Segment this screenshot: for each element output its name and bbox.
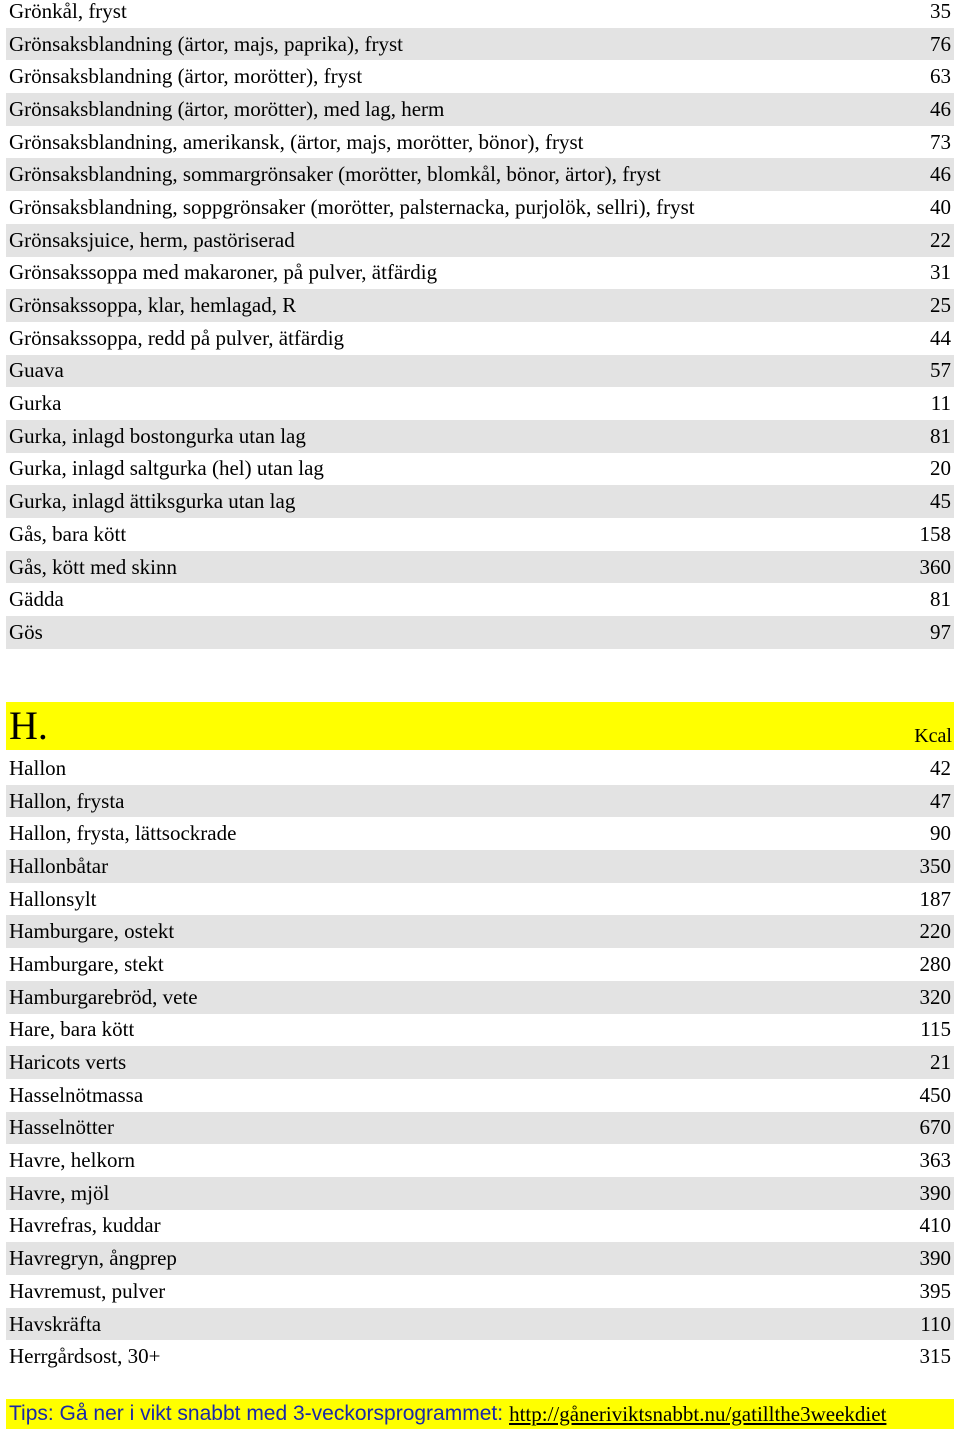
- kcal-value: 320: [919, 984, 951, 1009]
- section-letter: H.: [9, 703, 48, 748]
- food-name: Havre, helkorn: [9, 1148, 135, 1173]
- food-name: Gurka, inlagd ättiksgurka utan lag: [9, 489, 296, 514]
- table-row: [6, 257, 954, 290]
- kcal-value: 390: [919, 1180, 951, 1205]
- food-name: Havrefras, kuddar: [9, 1213, 161, 1238]
- food-name: Gås, bara kött: [9, 521, 127, 546]
- food-name: Gädda: [9, 587, 64, 612]
- food-name: Havregryn, ångprep: [9, 1246, 177, 1271]
- kcal-value: 44: [930, 325, 951, 350]
- table-row: [6, 1242, 954, 1275]
- kcal-value: 315: [919, 1344, 951, 1369]
- table-row: [6, 785, 954, 818]
- kcal-value: 73: [930, 129, 951, 154]
- kcal-value: 360: [919, 554, 951, 579]
- kcal-value: 81: [930, 587, 951, 612]
- table-row: [6, 289, 954, 322]
- table-row: [6, 191, 954, 224]
- food-name: Hallonsylt: [9, 886, 97, 911]
- table-row: [6, 850, 954, 883]
- kcal-value: 363: [919, 1148, 951, 1173]
- food-name: Grönsaksblandning (ärtor, morötter), med lag, herm: [9, 96, 445, 121]
- food-name: Hasselnötmassa: [9, 1082, 144, 1107]
- calorie-table-h: [6, 752, 954, 1373]
- kcal-value: 57: [930, 358, 951, 383]
- food-name: Hamburgare, ostekt: [9, 919, 175, 944]
- food-name: Guava: [9, 358, 64, 383]
- food-name: Herrgårdsost, 30+: [9, 1344, 161, 1369]
- kcal-value: 670: [919, 1115, 951, 1140]
- table-row: [6, 1014, 954, 1047]
- food-name: Gös: [9, 619, 43, 644]
- kcal-value: 45: [930, 489, 951, 514]
- kcal-value: 97: [930, 619, 951, 644]
- table-row: [6, 1340, 954, 1373]
- table-row: [6, 583, 954, 616]
- kcal-value: 81: [930, 423, 951, 448]
- kcal-value: 11: [930, 391, 951, 416]
- kcal-value: 90: [930, 821, 951, 846]
- food-name: Hallonbåtar: [9, 853, 109, 878]
- kcal-value: 31: [930, 260, 951, 285]
- table-row: [6, 1275, 954, 1308]
- kcal-value: 450: [919, 1082, 951, 1107]
- table-row: [6, 355, 954, 388]
- table-row: [6, 1210, 954, 1243]
- table-row: [6, 420, 954, 453]
- kcal-value: 20: [930, 456, 951, 481]
- table-row: [6, 948, 954, 981]
- table-row: [6, 453, 954, 486]
- section-header-h: [6, 702, 954, 750]
- table-row: [6, 915, 954, 948]
- food-name: Grönsakssoppa med makaroner, på pulver, ätfärdig: [9, 260, 438, 285]
- food-name: Hare, bara kött: [9, 1017, 135, 1042]
- food-name: Havre, mjöl: [9, 1180, 110, 1205]
- food-name: Gurka, inlagd saltgurka (hel) utan lag: [9, 456, 324, 481]
- kcal-value: 410: [919, 1213, 951, 1238]
- tips-link[interactable]: http://gåneriviktsnabbt.nu/gatillthe3weekdiet: [509, 1401, 887, 1426]
- food-name: Grönsaksblandning (ärtor, majs, paprika), fryst: [9, 31, 403, 56]
- table-row: [6, 1308, 954, 1341]
- kcal-value: 350: [919, 853, 951, 878]
- food-name: Grönsakssoppa, redd på pulver, ätfärdig: [9, 325, 345, 350]
- food-name: Grönsaksjuice, herm, pastöriserad: [9, 227, 295, 252]
- kcal-value: 395: [919, 1278, 951, 1303]
- kcal-value: 47: [930, 788, 951, 813]
- table-row: [6, 485, 954, 518]
- kcal-value: 25: [930, 293, 951, 318]
- table-row: [6, 616, 954, 649]
- food-name: Hallon: [9, 755, 67, 780]
- table-row: [6, 518, 954, 551]
- kcal-value: 390: [919, 1246, 951, 1271]
- tips-label: Tips: Gå ner i vikt snabbt med 3-veckorsprogrammet:: [9, 1402, 504, 1425]
- food-name: Grönsaksblandning, soppgrönsaker (morötter, palsternacka, purjolök, sellri), fryst: [9, 194, 695, 219]
- food-name: Gurka, inlagd bostongurka utan lag: [9, 423, 306, 448]
- unit-label: Kcal: [914, 725, 952, 747]
- food-name: Grönsakssoppa, klar, hemlagad, R: [9, 293, 297, 318]
- table-row: [6, 0, 954, 28]
- food-name: Gås, kött med skinn: [9, 554, 177, 579]
- table-row: [6, 1144, 954, 1177]
- food-name: Gurka: [9, 391, 62, 416]
- kcal-value: 115: [920, 1017, 951, 1042]
- table-row: [6, 28, 954, 61]
- kcal-value: 35: [930, 0, 951, 23]
- food-name: Grönkål, fryst: [9, 0, 127, 23]
- food-name: Havremust, pulver: [9, 1278, 166, 1303]
- food-name: Hamburgare, stekt: [9, 951, 164, 976]
- food-name: Hamburgarebröd, vete: [9, 984, 198, 1009]
- food-name: Hallon, frysta: [9, 788, 125, 813]
- kcal-value: 46: [930, 96, 951, 121]
- kcal-value: 76: [930, 31, 951, 56]
- kcal-value: 22: [930, 227, 951, 252]
- table-row: [6, 93, 954, 126]
- kcal-value: 42: [930, 755, 951, 780]
- kcal-value: 21: [930, 1050, 951, 1075]
- food-name: Hasselnötter: [9, 1115, 114, 1140]
- food-name: Grönsaksblandning, sommargrönsaker (morötter, blomkål, bönor, ärtor), fryst: [9, 162, 661, 187]
- kcal-value: 46: [930, 162, 951, 187]
- table-row: [6, 752, 954, 785]
- table-row: [6, 60, 954, 93]
- table-row: [6, 224, 954, 257]
- table-row: [6, 817, 954, 850]
- kcal-value: 110: [920, 1311, 951, 1336]
- food-name: Grönsaksblandning (ärtor, morötter), fryst: [9, 64, 363, 89]
- kcal-value: 63: [930, 64, 951, 89]
- kcal-value: 280: [919, 951, 951, 976]
- table-row: [6, 1112, 954, 1145]
- table-row: [6, 387, 954, 420]
- table-row: [6, 1079, 954, 1112]
- kcal-value: 40: [930, 194, 951, 219]
- kcal-value: 158: [919, 521, 951, 546]
- table-row: [6, 1046, 954, 1079]
- food-name: Hallon, frysta, lättsockrade: [9, 821, 237, 846]
- table-row: [6, 551, 954, 584]
- table-row: [6, 1177, 954, 1210]
- table-row: [6, 883, 954, 916]
- food-name: Havskräfta: [9, 1311, 102, 1336]
- table-row: [6, 126, 954, 159]
- food-name: Haricots verts: [9, 1050, 127, 1075]
- tips-banner: [6, 1399, 954, 1429]
- kcal-value: 187: [919, 886, 951, 911]
- food-name: Grönsaksblandning, amerikansk, (ärtor, majs, morötter, bönor), fryst: [9, 129, 584, 154]
- table-row: [6, 158, 954, 191]
- kcal-value: 220: [919, 919, 951, 944]
- table-row: [6, 981, 954, 1014]
- table-row: [6, 322, 954, 355]
- calorie-table-g: [6, 0, 954, 649]
